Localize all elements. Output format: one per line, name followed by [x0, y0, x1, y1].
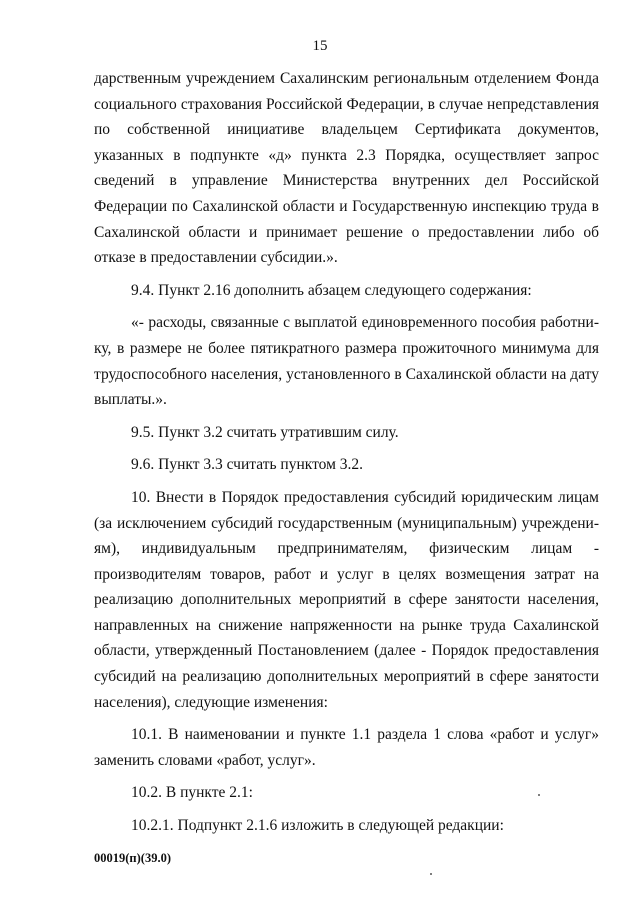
page-number: 15: [312, 38, 328, 54]
paragraph-10-1: 10.1. В наименовании и пункте 1.1 раздела 1 слова «работ и услуг» заменить словами «работ, услуг».: [94, 726, 599, 769]
paragraph-10: 10. Внести в Порядок предоставления субсидий юридическим лицам (за исключением субсидий государственным (муниципальным) учреждениям), индивидуальным предпринимателям, физическим лицам - производителям товаров, работ и услуг в целях возмещения затрат на реализацию дополнительных мероприятий в сфере занятости населения, направленных на снижение напряженности на рынке труда Сахалинской области, утвержденный Постановлением (далее - Порядок предоставления субсидий на реализацию дополнительных мероприятий в сфере занятости населения), следующие изменения:: [94, 488, 599, 711]
scan-speck: [538, 794, 540, 796]
document-body: [94, 66, 599, 846]
document-code: 00019(п)(39.0): [94, 851, 171, 865]
paragraph-10-2: 10.2. В пункте 2.1:: [131, 784, 253, 802]
paragraph-10-2-1: 10.2.1. Подпункт 2.1.6 изложить в следующей редакции:: [131, 817, 504, 835]
paragraph-9-5: 9.5. Пункт 3.2 считать утратившим силу.: [131, 423, 399, 441]
paragraph-9-4: 9.4. Пункт 2.16 дополнить абзацем следующего содержания:: [131, 281, 532, 299]
scan-speck: [430, 873, 432, 875]
paragraph-continuation: дарственным учреждением Сахалинским региональным отделением Фонда социального страхования Российской Федерации, в случае непредставления по собственной инициативе владельцем Сертификата документов, указанных в подпункте «д» пункта 2.3 Порядка, осуществляет запрос сведений в управление Министерства внутренних дел Российской Федерации по Сахалинской области и Государственную инспекцию труда в Сахалинской области и принимает решение о предоставлении либо об отказе в предоставлении субсидии.».: [94, 70, 599, 267]
paragraph-9-6: 9.6. Пункт 3.3 считать пунктом 3.2.: [131, 456, 364, 474]
paragraph-9-4-quote: «- расходы, связанные с выплатой единовременного пособия работнику, в размере не более пятикратного размера прожиточного минимума для трудоспособного населения, установленного в Сахалинской области на дату выплаты.».: [94, 314, 599, 409]
